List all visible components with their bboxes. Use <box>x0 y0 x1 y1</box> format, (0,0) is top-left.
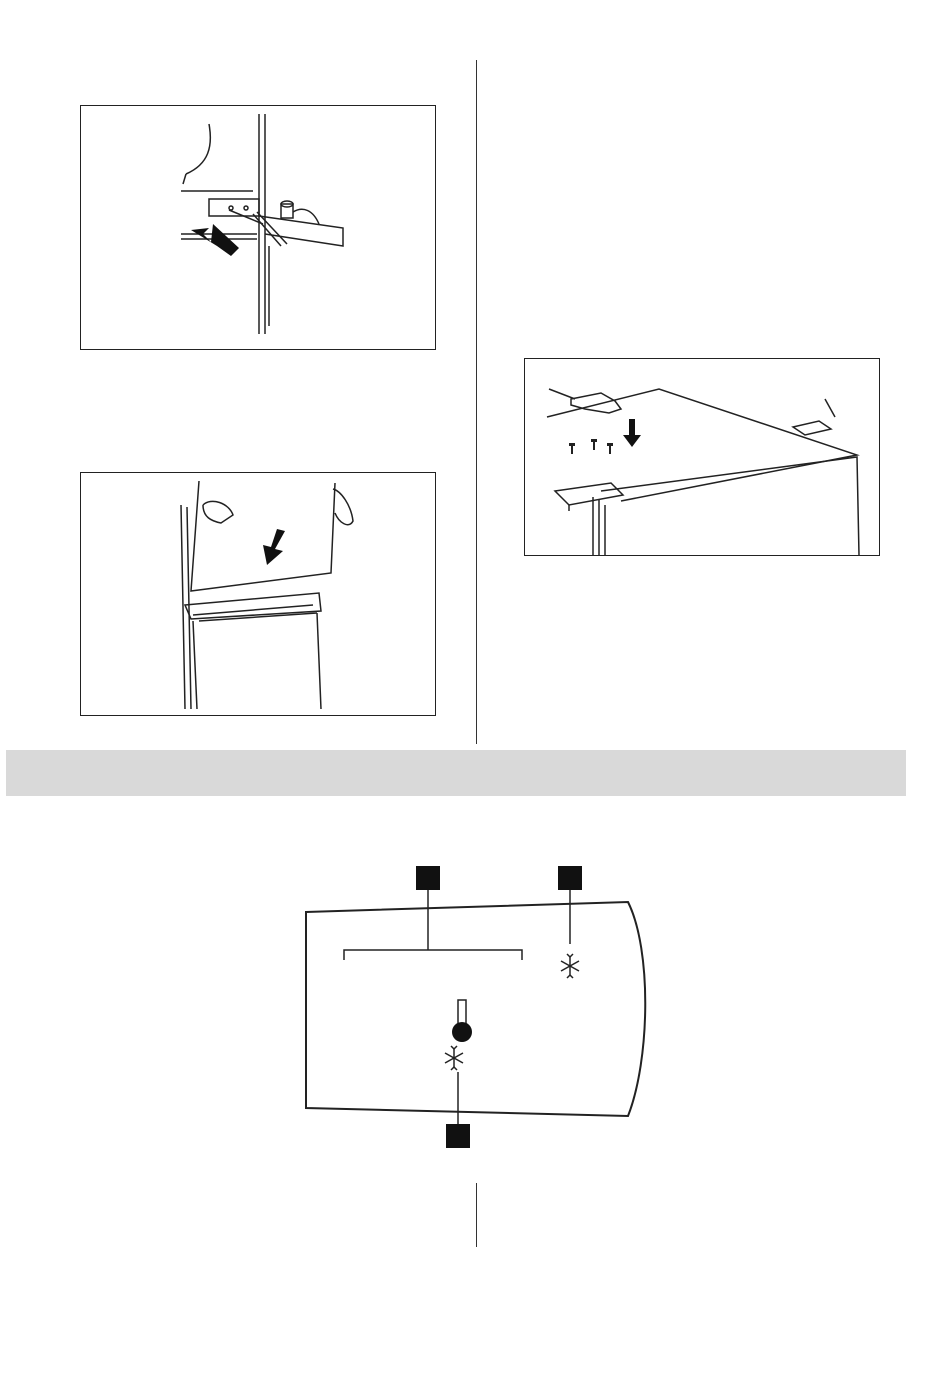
door-lift-illustration <box>81 473 436 716</box>
arrow-down-icon <box>623 419 641 447</box>
thermometer-icon <box>452 1000 472 1042</box>
callout-marker <box>446 1124 470 1148</box>
section-header-band <box>6 750 906 796</box>
hinge-removal-figure <box>80 105 436 350</box>
door-lift-figure <box>80 472 436 716</box>
hinge-cover-figure <box>524 358 880 556</box>
callout-marker <box>558 866 582 890</box>
arrow-down-icon <box>263 529 285 565</box>
snowflake-icon <box>561 954 579 978</box>
column-divider-top <box>476 60 477 744</box>
arrow-icon <box>191 224 239 256</box>
column-divider-bottom <box>476 1183 477 1247</box>
control-panel-diagram <box>290 860 670 1160</box>
screw-icon <box>569 439 613 454</box>
callout-marker <box>416 866 440 890</box>
hinge-cover-illustration <box>525 359 880 556</box>
hinge-removal-illustration <box>81 106 436 350</box>
snowflake-icon <box>445 1046 463 1070</box>
